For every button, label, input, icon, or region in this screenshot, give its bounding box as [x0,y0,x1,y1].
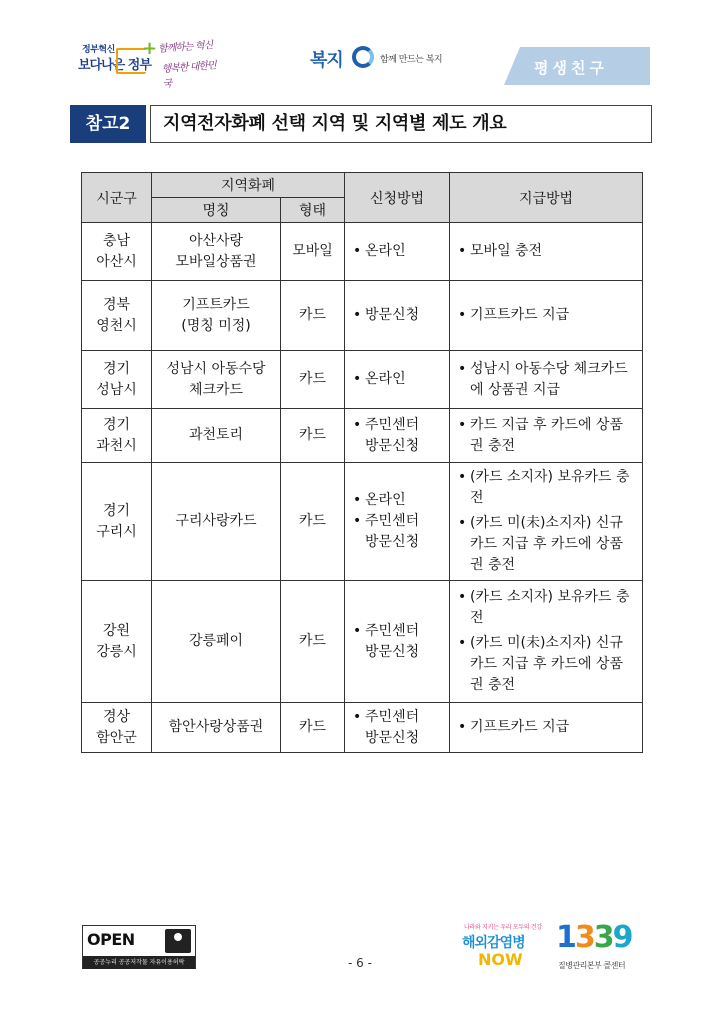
travel-logo-top: 나라와 지키는 우리 모두의 건강 [464,924,542,931]
cell-region [82,703,152,753]
bokji-logo-name: 복지 [310,50,343,71]
travel-logo-main: 해외감염병 [462,935,525,951]
name-line: 성남시 아동수당 [166,360,266,377]
cell-pay [450,409,643,463]
cell-pay [450,703,643,753]
hotline-digit: 9 [612,920,632,955]
apply-line: • 온라인 [365,243,406,259]
cell-name [152,581,281,703]
region-city: 성남시 [96,381,137,398]
cell-pay [450,581,643,703]
cell-region [82,581,152,703]
cell-pay [450,463,643,581]
region-city: 과천시 [96,437,137,454]
header-currency-group: 지역화폐 [152,173,345,198]
name-line: (명칭 미정) [181,317,251,334]
cell-pay [450,223,643,281]
region-city: 영천시 [96,317,137,334]
currency-table [81,172,642,753]
table-row [82,703,643,753]
pay-item: • (카드 소지자) 보유카드 충전 [458,587,636,629]
hotline-digits [556,920,632,955]
cell-region [82,223,152,281]
apply-item [353,305,443,326]
apply-line: 방문신청 [365,643,420,660]
bokji-ring-icon [352,46,374,68]
attribution-icon [165,929,191,953]
gov-logo-line1: 정부혁신 [82,45,115,55]
apply-line: • 주민센터 [365,513,420,529]
apply-item [353,415,443,457]
hotline-digit: 1 [556,920,575,955]
cell-name [152,351,281,409]
apply-item [353,241,443,262]
cell-name [152,409,281,463]
cell-type: 카드 [281,281,345,351]
header-apply: 신청방법 [345,173,450,223]
pay-item: • 기프트카드 지급 [458,305,636,326]
region-province: 경기 [102,416,131,433]
header-region: 시군구 [82,173,152,223]
region-province: 경상 [102,708,131,725]
table-row [82,581,643,703]
open-license-badge [82,925,196,969]
cell-name [152,463,281,581]
cell-apply [345,463,450,581]
bokji-logo [310,46,460,72]
overseas-infection-logo [462,922,546,972]
cell-pay [450,281,643,351]
apply-item [353,490,443,511]
pay-item: • 모바일 충전 [458,241,636,262]
bokji-logo-tagline: 함께 만드는 복지 [380,55,443,65]
apply-item [353,621,443,663]
apply-line: • 주민센터 [365,708,420,725]
title-badge: 참고2 [70,105,146,143]
open-license-caption: 공공누리 공공저작물 자유이용허락 [83,956,195,969]
cell-region [82,281,152,351]
cell-name [152,281,281,351]
region-city: 강릉시 [96,643,137,660]
region-city: 아산시 [96,253,137,270]
gov-innovation-logo [78,38,158,78]
name-line: 과천토리 [188,427,244,443]
apply-line: • 주민센터 [365,622,420,639]
name-line: 구리사랑카드 [175,513,257,529]
cell-apply [345,223,450,281]
document-title [70,105,652,143]
apply-line: 방문신청 [365,534,420,550]
table-row [82,409,643,463]
pay-item: • (카드 미(未)소지자) 신규카드 지급 후 카드에 상품권 충전 [458,633,636,696]
region-province: 충남 [102,232,131,249]
region-province: 강원 [102,622,131,639]
apply-line: • 주민센터 [365,416,420,433]
hotline-caption: 질병관리본부 콜센터 [558,961,626,970]
pay-item: • 성남시 아동수당 체크카드에 상품권 지급 [458,359,636,401]
pay-item: • (카드 소지자) 보유카드 충전 [458,467,636,509]
name-line: 모바일상품권 [175,253,257,270]
apply-line: • 방문신청 [365,307,420,323]
cell-apply [345,703,450,753]
hotline-digit: 3 [593,920,613,955]
gov-logo-line2: 보다나은 정부 [78,58,151,73]
cell-region [82,463,152,581]
apply-item [353,511,443,553]
header-name: 명칭 [152,198,281,223]
cell-name [152,223,281,281]
cell-type: 카드 [281,581,345,703]
table-row [82,351,643,409]
cell-apply [345,409,450,463]
hotline-1339-logo [556,920,646,976]
apply-item [353,369,443,390]
slogan-logo [157,38,222,91]
apply-line: 방문신청 [365,437,420,454]
page-number: - 6 - [348,956,372,970]
cell-region [82,409,152,463]
header-pay: 지급방법 [450,173,643,223]
apply-item [353,707,443,749]
name-line: 체크카드 [188,381,244,398]
cell-apply [345,351,450,409]
cell-type: 카드 [281,351,345,409]
table-row [82,223,643,281]
region-city: 함안군 [96,729,137,746]
cell-type: 카드 [281,409,345,463]
table-row [82,281,643,351]
cell-type: 카드 [281,463,345,581]
apply-line: • 온라인 [365,492,406,508]
region-province: 경기 [102,502,131,519]
cell-region [82,351,152,409]
header-banner-text: 평생친구 [534,59,608,77]
cell-apply [345,281,450,351]
cell-type: 카드 [281,703,345,753]
open-license-word: OPEN [87,930,135,949]
region-province: 경기 [102,360,131,377]
header-banner [504,47,650,85]
pay-item: • 기프트카드 지급 [458,717,636,738]
name-line: 기프트카드 [182,296,250,313]
cell-pay [450,351,643,409]
apply-line: • 온라인 [365,371,406,387]
cell-type: 모바일 [281,223,345,281]
region-province: 경북 [102,296,131,313]
hotline-digit: 3 [574,920,594,955]
travel-logo-sub: NOW [478,950,523,969]
apply-line: 방문신청 [365,729,420,746]
table-row [82,463,643,581]
region-city: 구리시 [96,523,137,540]
name-line: 강릉페이 [188,633,244,649]
cell-name [152,703,281,753]
cell-apply [345,581,450,703]
title-text: 지역전자화폐 선택 지역 및 지역별 제도 개요 [150,105,652,143]
slogan-line1: 함께하는 혁신 [157,40,213,55]
name-line: 함안사랑상품권 [168,719,264,735]
pay-item: • (카드 미(未)소지자) 신규카드 지급 후 카드에 상품권 충전 [458,513,636,576]
header-type: 형태 [281,198,345,223]
pay-item: • 카드 지급 후 카드에 상품권 충전 [458,415,636,457]
gov-logo-plus-icon: + [142,38,158,59]
name-line: 아산사랑 [188,232,244,249]
slogan-line2: 행복한 대한민국 [161,60,217,91]
